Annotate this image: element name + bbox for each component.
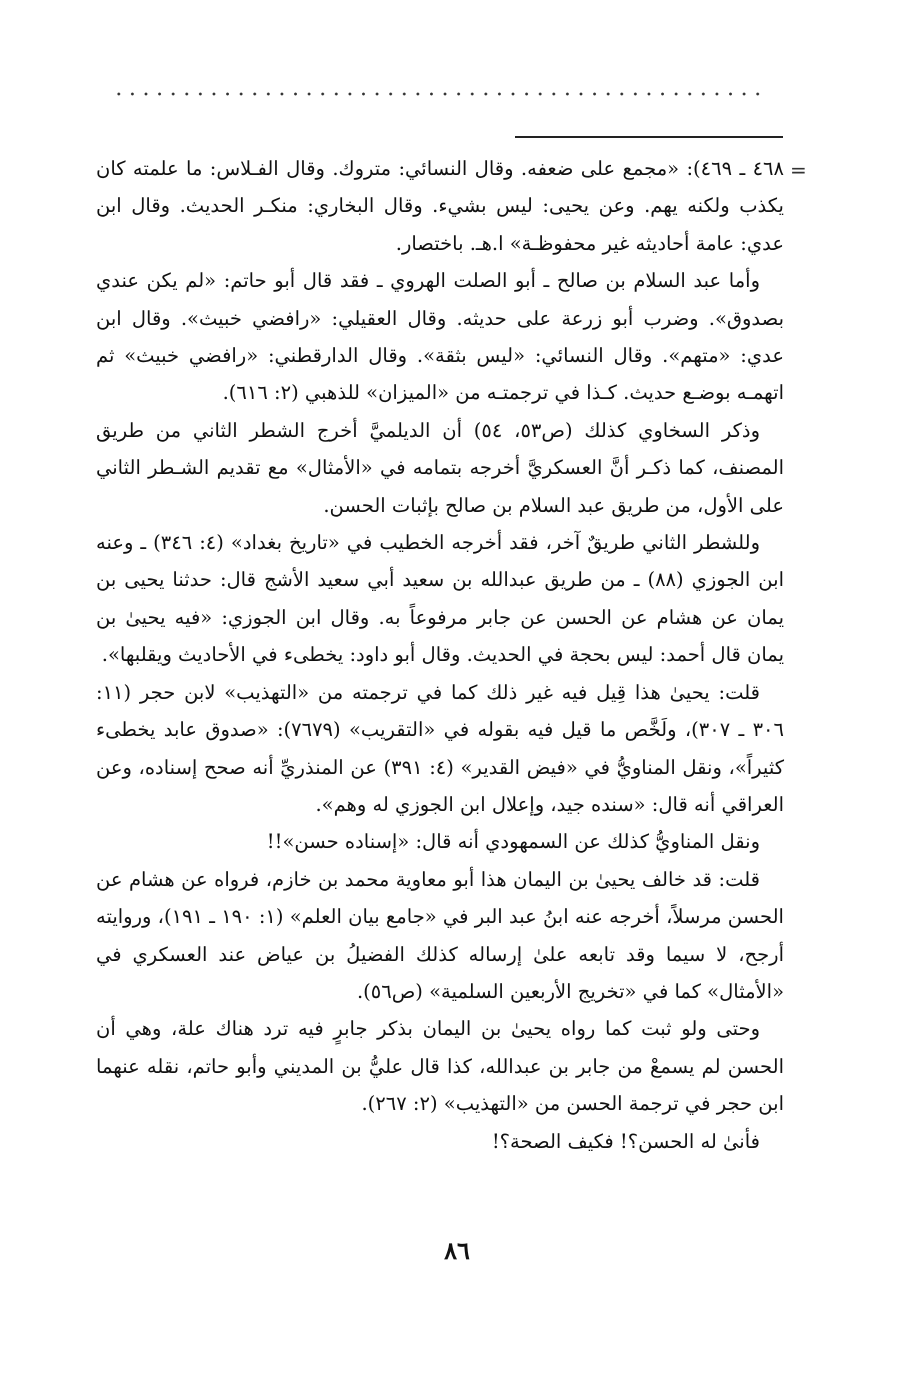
footnote-continuation-marker: =: [790, 158, 807, 182]
footnote-rule: [515, 136, 783, 138]
footnote-paragraph: وللشطر الثاني طريقٌ آخر، فقد أخرجه الخطيب في «تاريخ بغداد» (٤: ٣٤٦) ـ وعنه ابن الجوزي (٨٨) ـ من طريق عبدالله بن سعيد أبي سعيد الأشج قال: حدثنا يحيى بن يمان عن هشام عن الحسن عن جابر مرفوعاً به. وقال ابن الجوزي: «فيه يحيىٰ بن يمان قال أحمد: ليس بحجة في الحديث. وقال أبو داود: يخطىء في الأحاديث ويقلبها».: [96, 531, 784, 667]
footnote-paragraph: وأما عبد السلام بن صالح ـ أبو الصلت الهروي ـ فقد قال أبو حاتم: «لم يكن عندي بصدوق». وضرب أبو زرعة على حديثه. وقال العقيلي: «رافضي خبيث». وقال ابن عدي: «متهم». وقال النسائي: «ليس بثقة». وقال الدارقطني: «رافضي خبيث» ثم اتهمـه بوضـع حديث. كـذا في ترجمتـه من «الميزان» للذهبي (٢: ٦١٦).: [96, 269, 784, 405]
footnote-paragraph: قلت: قد خالف يحيىٰ بن اليمان هذا أبو معاوية محمد بن خازم، فرواه عن هشام عن الحسن مرسلاً، أخرجه عنه ابنُ عبد البر في «جامع بيان العلم» (١: ١٩٠ ـ ١٩١)، وروايته أرجح، لا سيما وقد تابعه علىٰ إرساله كذلك الفضيلُ بن عياض عند العسكري في «الأمثال» كما في «تخريج الأربعين السلمية» (ص٥٦).: [96, 867, 784, 1003]
footnote-paragraph: وحتى ولو ثبت كما رواه يحيىٰ بن اليمان بذكر جابرٍ فيه ترد هناك علة، وهي أن الحسن لم يسمعْ من جابر بن عبدالله، كذا قال عليُّ بن المديني وأبو حاتم، نقله عنهما ابن حجر في ترجمة الحسن من «التهذيب» (٢: ٢٦٧).: [96, 1017, 784, 1116]
footnote-text: [96, 150, 784, 1250]
footnote-paragraph: قلت: يحيىٰ هذا قِيل فيه غير ذلك كما في ترجمته من «التهذيب» لابن حجر (١١: ٣٠٦ ـ ٣٠٧)، ولَخَّص ما قيل فيه بقوله في «التقريب» (٧٦٧٩): «صدوق عابد يخطىء كثيراً»، ونقل المناويُّ في «فيض القدير» (٤: ٣٩١) عن المنذريِّ أنه صحح إسناده، وعن العراقي أنه قال: «سنده جيد، وإعلال ابن الجوزي له وهم».: [96, 680, 784, 816]
page-number: ٨٦: [444, 1236, 470, 1265]
dotted-separator: [112, 92, 766, 96]
footnote-paragraph: ونقل المناويُّ كذلك عن السمهودي أنه قال: «إسناده حسن»!!: [266, 830, 760, 854]
footnote-paragraph: فأنىٰ له الحسن؟! فكيف الصحة؟!: [491, 1129, 760, 1153]
footnote-paragraph: وذكر السخاوي كذلك (ص٥٣، ٥٤) أن الديلميَّ أخرج الشطر الثاني من طريق المصنف، كما ذكـر أنَّ العسكريَّ أخرجه بتمامه في «الأمثال» مع تقديم الشـطر الثاني على الأول، من طريق عبد السلام بن صالح بإثبات الحسن.: [96, 418, 784, 517]
footnote-paragraph: ٤٦٨ ـ ٤٦٩): «مجمع على ضعفه. وقال النسائي: متروك. وقال الفـلاس: ما علمته كان يكذب ولكنه يهم. وعن يحيى: ليس بشيء. وقال البخاري: منكـر الحديث. وقال ابن عدي: عامة أحاديثه غير محفوظـة» ا.هـ. باختصار.: [96, 157, 784, 255]
